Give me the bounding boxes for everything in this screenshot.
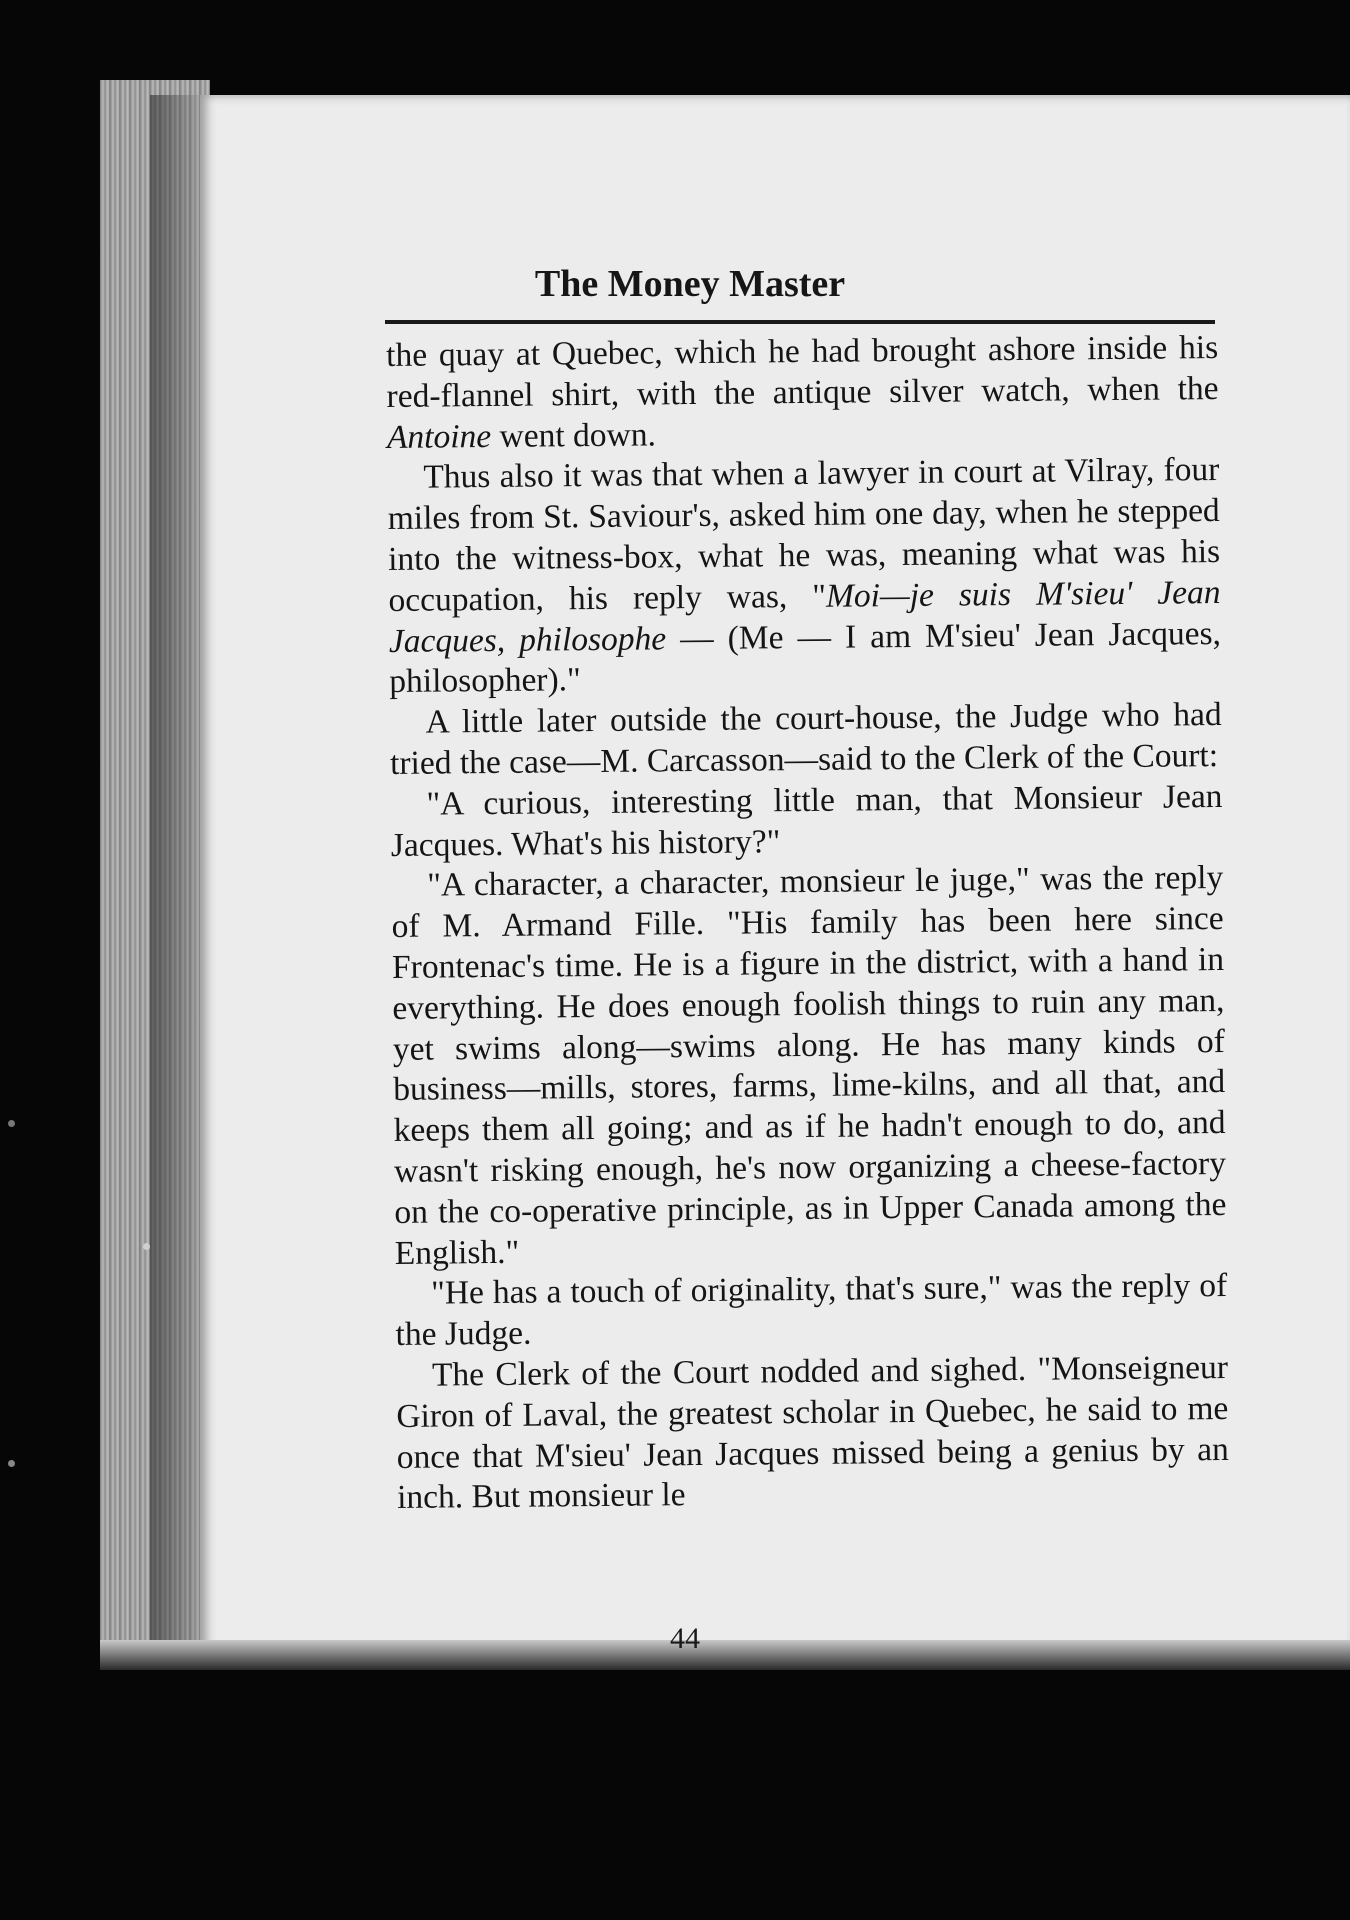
paragraph: The Clerk of the Court nodded and sighed. "Monseigneur Giron of Laval, the greatest scholar in Quebec, he said to me once that M'sieu' Jean Jacques missed being a genius by an inch. But monsieur le	[396, 1348, 1229, 1517]
running-head: The Money Master	[534, 263, 846, 305]
header-rule	[385, 320, 1215, 324]
paragraph	[387, 450, 1221, 703]
scan-speck	[143, 1243, 150, 1250]
ship-name-italic: Antoine	[386, 417, 492, 456]
scan-speck	[8, 1460, 15, 1467]
paragraph: "A character, a character, monsieur le juge," was the reply of M. Armand Fille. "His family has been here since Frontenac's time. He is a figure in the district, with a hand in everything. He does enough foolish things to ruin any man, yet swims along—swims along. He has many kinds of business—mills, stores, farms, lime-kilns, and all that, and keeps them all going; and as if he hadn't enough to do, and wasn't risking enough, he's now organizing a cheese-factory on the co-operative principle, as in Upper Canada among the English."	[391, 859, 1227, 1272]
paragraph: A little later outside the court-house, the Judge who had tried the case—M. Carcasson—said to the Clerk of the Court:	[389, 696, 1222, 782]
paragraph: "A curious, interesting little man, that Monsieur Jean Jacques. What's his history?"	[390, 777, 1223, 864]
paragraph: "He has a touch of originality, that's sure," was the reply of the Judge.	[395, 1267, 1228, 1354]
paragraph	[386, 328, 1219, 458]
paragraph-text: went down.	[490, 416, 657, 455]
paragraph-text: — (Me — I am M'sieu' Jean Jacques, philosopher)."	[389, 614, 1222, 701]
scan-speck	[8, 1120, 15, 1127]
page-number: 44	[670, 1622, 700, 1655]
french-quote-italic: Moi—je suis M'sieu' Jean Jacques, philosophe	[388, 573, 1221, 660]
body-text	[386, 328, 1229, 1519]
paragraph-text: the quay at Quebec, which he had brought ashore inside his red-flannel shirt, with the antique silver watch, when the	[386, 329, 1219, 415]
paragraph-text: Thus also it was that when a lawyer in court at Vilray, four miles from St. Saviour's, asked him one day, when he stepped into the witness-box, what he was, meaning what was his occupation, his reply was, "	[387, 451, 1221, 619]
